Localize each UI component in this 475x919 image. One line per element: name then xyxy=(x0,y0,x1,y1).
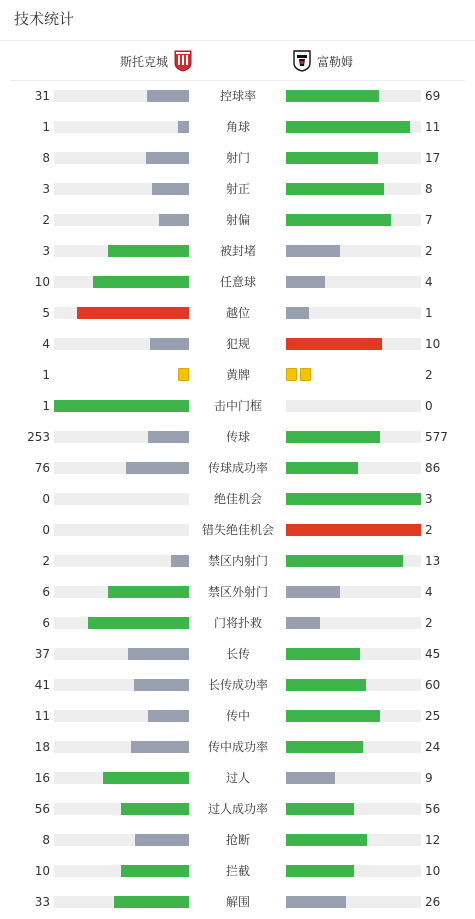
away-bar-track xyxy=(286,152,421,164)
away-stat-value: 17 xyxy=(425,151,441,165)
away-stat-value: 8 xyxy=(425,182,433,196)
away-bar-fill xyxy=(286,617,320,629)
away-bar-fill xyxy=(286,90,379,102)
stat-label: 射正 xyxy=(225,182,250,196)
stat-row xyxy=(0,607,475,638)
stat-row xyxy=(0,731,475,762)
away-bar-fill xyxy=(286,214,391,226)
home-bar-fill xyxy=(148,431,189,443)
stat-row xyxy=(0,855,475,886)
away-stat-value: 45 xyxy=(425,647,441,661)
stat-row xyxy=(0,235,475,266)
stat-row xyxy=(0,80,475,111)
away-bar-fill xyxy=(286,183,384,195)
stat-row xyxy=(0,669,475,700)
away-bar-track xyxy=(286,772,421,784)
home-bar-fill xyxy=(77,307,189,319)
away-bar-fill xyxy=(286,648,360,660)
away-stat-value: 69 xyxy=(425,89,441,103)
away-bar-track xyxy=(286,710,421,722)
away-bar-fill xyxy=(286,896,346,908)
home-bar-track xyxy=(54,772,189,784)
home-stat-value: 2 xyxy=(42,554,50,568)
home-bar-track xyxy=(54,183,189,195)
away-bar-fill xyxy=(286,493,421,505)
home-stat-value: 18 xyxy=(34,740,50,754)
away-stat-value: 2 xyxy=(425,368,433,382)
stat-label: 门将扑救 xyxy=(213,616,262,630)
stat-label: 传中 xyxy=(225,709,250,723)
away-stat-value: 11 xyxy=(425,120,441,134)
home-stat-value: 8 xyxy=(42,833,50,847)
home-bar-fill xyxy=(108,245,189,257)
away-bar-fill xyxy=(286,865,354,877)
away-stat-value: 60 xyxy=(425,678,441,692)
away-bar-fill xyxy=(286,121,410,133)
away-stat-value: 2 xyxy=(425,523,433,537)
stat-label: 角球 xyxy=(225,120,250,134)
stat-label: 黄牌 xyxy=(225,368,250,382)
home-bar-fill xyxy=(150,338,189,350)
away-bar-track xyxy=(286,338,421,350)
stat-label: 传中成功率 xyxy=(207,740,268,754)
home-bar-track xyxy=(54,400,189,412)
home-bar-fill xyxy=(171,555,189,567)
away-bar-fill xyxy=(286,586,340,598)
away-bar-track xyxy=(286,617,421,629)
home-bar-track xyxy=(54,710,189,722)
stat-row xyxy=(0,886,475,917)
home-bar-fill xyxy=(178,121,189,133)
stat-row xyxy=(0,576,475,607)
home-bar-fill xyxy=(126,462,189,474)
away-bar-track xyxy=(286,276,421,288)
home-bar-track xyxy=(54,741,189,753)
stat-row xyxy=(0,421,475,452)
home-stat-value: 10 xyxy=(34,864,50,878)
home-stat-value: 0 xyxy=(42,492,50,506)
home-bar-fill xyxy=(148,710,189,722)
stat-label: 传球成功率 xyxy=(207,461,268,475)
away-bar-track xyxy=(286,90,421,102)
home-stat-value: 3 xyxy=(42,244,50,258)
stat-label: 传球 xyxy=(225,430,250,444)
stat-row xyxy=(0,328,475,359)
stat-label: 过人 xyxy=(225,771,250,785)
home-stat-value: 76 xyxy=(34,461,50,475)
home-bar-fill xyxy=(114,896,189,908)
away-bar-track xyxy=(286,834,421,846)
home-bar-fill xyxy=(159,214,189,226)
stat-row xyxy=(0,390,475,421)
stat-row xyxy=(0,483,475,514)
home-stat-value: 10 xyxy=(34,275,50,289)
away-bar-track xyxy=(286,400,421,412)
stat-label: 击中门框 xyxy=(213,399,262,413)
home-stat-value: 3 xyxy=(42,182,50,196)
stat-label: 错失绝佳机会 xyxy=(201,523,274,537)
away-bar-track xyxy=(286,741,421,753)
stat-row xyxy=(0,359,475,390)
away-stat-value: 10 xyxy=(425,337,441,351)
away-bar-track xyxy=(286,586,421,598)
stat-row xyxy=(0,142,475,173)
home-bar-fill xyxy=(54,400,189,412)
header-divider xyxy=(0,40,475,41)
home-bar-track xyxy=(54,121,189,133)
away-bar-track xyxy=(286,896,421,908)
away-bar-fill xyxy=(286,772,335,784)
stat-label: 解围 xyxy=(225,895,250,909)
home-bar-fill xyxy=(128,648,189,660)
away-bar-fill xyxy=(286,555,403,567)
away-bar-track xyxy=(286,307,421,319)
stat-row xyxy=(0,700,475,731)
home-bar-track xyxy=(54,524,189,536)
stat-label: 犯规 xyxy=(225,337,250,351)
away-bar-fill xyxy=(286,431,380,443)
away-bar-fill xyxy=(286,803,354,815)
home-stat-value: 56 xyxy=(34,802,50,816)
away-team-name: 富勒姆 xyxy=(317,54,354,69)
stat-label: 过人成功率 xyxy=(207,802,268,816)
home-team-name: 斯托克城 xyxy=(120,54,169,69)
away-bar-track xyxy=(286,648,421,660)
away-bar-track xyxy=(286,865,421,877)
home-bar-fill xyxy=(131,741,189,753)
away-bar-fill xyxy=(286,276,325,288)
home-bar-track xyxy=(54,493,189,505)
home-stat-value: 1 xyxy=(42,120,50,134)
stoke-crest-icon xyxy=(174,50,192,72)
stat-row xyxy=(0,545,475,576)
home-bar-track xyxy=(54,90,189,102)
home-bar-fill xyxy=(121,803,189,815)
stat-row xyxy=(0,111,475,142)
away-stat-value: 2 xyxy=(425,244,433,258)
home-stat-value: 1 xyxy=(42,399,50,413)
away-bar-fill xyxy=(286,307,309,319)
home-stat-value: 37 xyxy=(34,647,50,661)
home-bar-track xyxy=(54,803,189,815)
home-bar-fill xyxy=(146,152,189,164)
away-stat-value: 577 xyxy=(425,430,448,444)
stat-label: 被封堵 xyxy=(219,244,256,258)
away-stat-value: 1 xyxy=(425,306,433,320)
stat-label: 禁区外射门 xyxy=(207,585,268,599)
home-stat-value: 11 xyxy=(34,709,50,723)
stat-row xyxy=(0,514,475,545)
stat-label: 越位 xyxy=(225,306,250,320)
home-stat-value: 253 xyxy=(27,430,50,444)
home-bar-track xyxy=(54,555,189,567)
stat-label: 绝佳机会 xyxy=(213,492,262,506)
away-stat-value: 56 xyxy=(425,802,441,816)
home-bar-fill xyxy=(152,183,189,195)
home-bar-track xyxy=(54,679,189,691)
away-stat-value: 12 xyxy=(425,833,441,847)
yellow-card-icon xyxy=(300,368,311,381)
home-bar-fill xyxy=(121,865,189,877)
home-stat-value: 5 xyxy=(42,306,50,320)
away-bar-track xyxy=(286,245,421,257)
away-stat-value: 2 xyxy=(425,616,433,630)
away-bar-track xyxy=(286,431,421,443)
teams-header xyxy=(10,42,465,81)
home-bar-track xyxy=(54,245,189,257)
home-bar-track xyxy=(54,462,189,474)
away-stat-value: 24 xyxy=(425,740,441,754)
away-bar-fill xyxy=(286,741,363,753)
home-stat-value: 4 xyxy=(42,337,50,351)
home-stat-value: 16 xyxy=(34,771,50,785)
home-bar-fill xyxy=(93,276,189,288)
stat-row xyxy=(0,762,475,793)
home-bar-fill xyxy=(135,834,189,846)
away-bar-track xyxy=(286,679,421,691)
away-stat-value: 0 xyxy=(425,399,433,413)
away-stat-value: 9 xyxy=(425,771,433,785)
home-bar-fill xyxy=(147,90,189,102)
away-stat-value: 26 xyxy=(425,895,441,909)
away-stat-value: 7 xyxy=(425,213,433,227)
stat-label: 拦截 xyxy=(225,864,250,878)
home-team[interactable] xyxy=(114,42,192,80)
stats-list xyxy=(0,80,475,917)
away-yellow-cards xyxy=(286,368,311,382)
away-stat-value: 10 xyxy=(425,864,441,878)
away-stat-value: 13 xyxy=(425,554,441,568)
home-bar-track xyxy=(54,896,189,908)
away-bar-track xyxy=(286,555,421,567)
away-stat-value: 25 xyxy=(425,709,441,723)
home-bar-track xyxy=(54,338,189,350)
home-stat-value: 1 xyxy=(42,368,50,382)
stat-row xyxy=(0,173,475,204)
stat-label: 抢断 xyxy=(225,833,250,847)
home-bar-track xyxy=(54,276,189,288)
home-stat-value: 33 xyxy=(34,895,50,909)
away-bar-fill xyxy=(286,245,340,257)
home-bar-fill xyxy=(108,586,189,598)
away-bar-track xyxy=(286,183,421,195)
home-stat-value: 6 xyxy=(42,585,50,599)
away-stat-value: 86 xyxy=(425,461,441,475)
home-stat-value: 8 xyxy=(42,151,50,165)
stat-label: 任意球 xyxy=(219,275,256,289)
home-bar-track xyxy=(54,617,189,629)
home-bar-track xyxy=(54,431,189,443)
away-bar-fill xyxy=(286,338,382,350)
home-bar-track xyxy=(54,152,189,164)
page-title: 技术统计 xyxy=(14,10,75,28)
home-yellow-cards xyxy=(178,368,189,382)
stat-row xyxy=(0,266,475,297)
stat-row xyxy=(0,824,475,855)
stat-label: 控球率 xyxy=(219,89,256,103)
away-bar-fill xyxy=(286,710,380,722)
away-stat-value: 4 xyxy=(425,585,433,599)
away-stat-value: 4 xyxy=(425,275,433,289)
home-bar-track xyxy=(54,648,189,660)
away-team[interactable] xyxy=(293,42,359,80)
stat-row xyxy=(0,297,475,328)
home-bar-track xyxy=(54,586,189,598)
home-stat-value: 6 xyxy=(42,616,50,630)
home-stat-value: 41 xyxy=(34,678,50,692)
away-bar-fill xyxy=(286,834,367,846)
home-stat-value: 2 xyxy=(42,213,50,227)
away-bar-fill xyxy=(286,152,378,164)
away-bar-track xyxy=(286,121,421,133)
away-bar-track xyxy=(286,524,421,536)
stat-label: 射偏 xyxy=(225,213,250,227)
away-bar-fill xyxy=(286,679,366,691)
home-bar-track xyxy=(54,865,189,877)
away-bar-track xyxy=(286,803,421,815)
home-bar-track xyxy=(54,307,189,319)
yellow-card-icon xyxy=(286,368,297,381)
home-stat-value: 0 xyxy=(42,523,50,537)
stat-label: 射门 xyxy=(225,151,250,165)
stat-label: 长传 xyxy=(225,647,250,661)
home-bar-fill xyxy=(103,772,189,784)
away-bar-track xyxy=(286,493,421,505)
home-bar-fill xyxy=(88,617,189,629)
home-stat-value: 31 xyxy=(34,89,50,103)
home-bar-track xyxy=(54,834,189,846)
away-bar-fill xyxy=(286,462,358,474)
stat-row xyxy=(0,452,475,483)
away-bar-track xyxy=(286,462,421,474)
home-bar-track xyxy=(54,214,189,226)
yellow-card-icon xyxy=(178,368,189,381)
stat-row xyxy=(0,638,475,669)
stat-row xyxy=(0,793,475,824)
away-stat-value: 3 xyxy=(425,492,433,506)
away-bar-fill xyxy=(286,524,421,536)
home-bar-fill xyxy=(134,679,189,691)
stat-label: 禁区内射门 xyxy=(207,554,268,568)
away-bar-track xyxy=(286,214,421,226)
stat-label: 长传成功率 xyxy=(207,678,268,692)
stat-row xyxy=(0,204,475,235)
fulham-crest-icon xyxy=(293,50,311,72)
